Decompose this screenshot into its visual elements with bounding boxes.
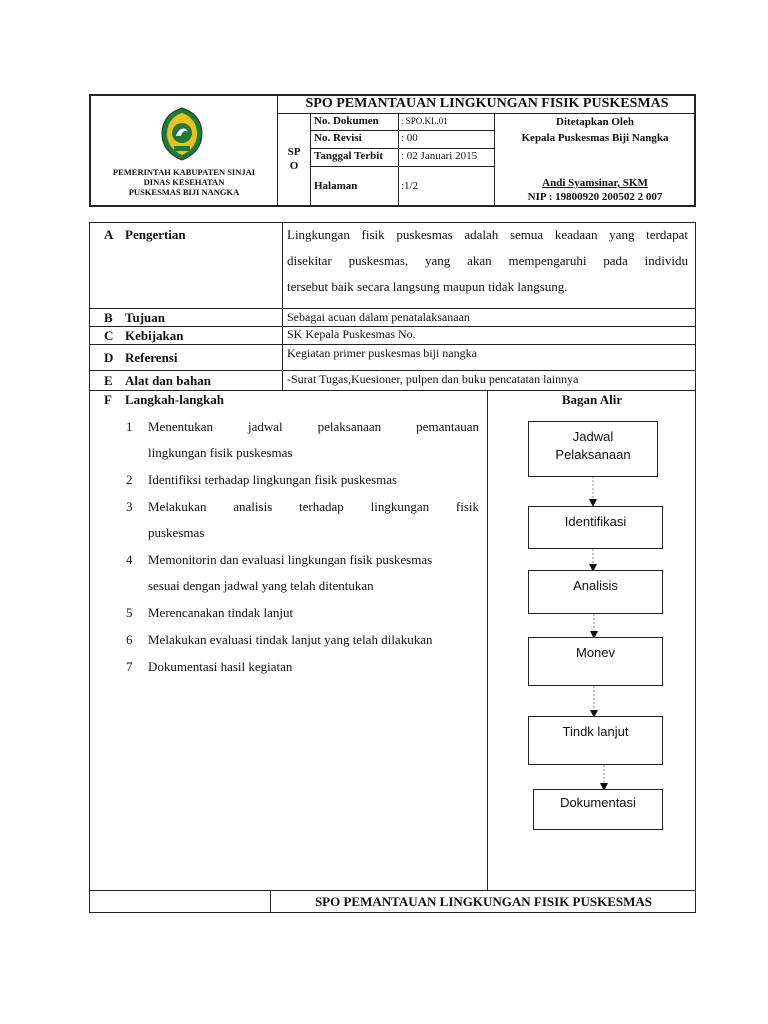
section-d-letter: D bbox=[104, 350, 114, 365]
step-number: 4 bbox=[126, 552, 133, 567]
step-text: Menentukan jadwal pelaksanaan pemantauan bbox=[148, 419, 479, 434]
ditetapkan-jabatan: Kepala Puskesmas Biji Nangka bbox=[521, 132, 669, 144]
section-a-line-1: Lingkungan fisik puskesmas adalah semua keadaan yang terdapat bbox=[287, 227, 688, 242]
step-number: 7 bbox=[126, 659, 133, 674]
step-number: 1 bbox=[126, 419, 133, 434]
flow-box-tindak-lanjut bbox=[528, 716, 663, 765]
flow-box-dokumentasi bbox=[533, 789, 663, 830]
step-text: Melakukan analisis terhadap lingkungan fisik bbox=[148, 499, 479, 514]
section-b-letter: B bbox=[104, 310, 113, 325]
no-dokumen-value: : SPO.KL.01 bbox=[401, 116, 448, 126]
section-a-line-3: tersebut baik secara langsung maupun tidak langsung. bbox=[287, 279, 568, 294]
step-text: Identifiksi terhadap lingkungan fisik puskesmas bbox=[148, 472, 398, 487]
footer-title: SPO PEMANTAUAN LINGKUNGAN FISIK PUSKESMAS bbox=[314, 894, 653, 909]
section-c-label: Kebijakan bbox=[125, 328, 184, 343]
flow-box-text: Pelaksanaan bbox=[555, 447, 631, 462]
step-text: Memonitorin dan evaluasi lingkungan fisik puskesmas bbox=[148, 552, 433, 567]
section-a-line-2: disekitar puskesmas, yang akan mempengaruhi pada individu bbox=[287, 253, 688, 268]
step-number: 2 bbox=[126, 472, 133, 487]
flow-box-text: Identifikasi bbox=[564, 514, 627, 529]
step-text: Melakukan evaluasi tindak lanjut yang telah dilakukan bbox=[148, 632, 433, 647]
tanggal-value: : 02 Januari 2015 bbox=[401, 150, 478, 162]
halaman-label: Halaman bbox=[314, 180, 358, 192]
section-b-text: Sebagai acuan dalam penatalaksanaan bbox=[287, 310, 470, 324]
section-b-label: Tujuan bbox=[125, 310, 165, 325]
step-number: 6 bbox=[126, 632, 133, 647]
signer-nip: NIP : 19800920 200502 2 007 bbox=[527, 191, 663, 203]
section-e-letter: E bbox=[104, 373, 113, 388]
step-text: puskesmas bbox=[148, 525, 205, 540]
section-f-label: Langkah-langkah bbox=[125, 392, 224, 407]
section-e-label: Alat dan bahan bbox=[125, 373, 211, 388]
spo-label-1: SP bbox=[287, 146, 301, 158]
flow-box-monev bbox=[528, 637, 663, 686]
step-text: Merencanakan tindak lanjut bbox=[148, 605, 294, 620]
no-dokumen-label: No. Dokumen bbox=[314, 115, 379, 127]
puskesmas-logo bbox=[160, 106, 204, 162]
section-c-letter: C bbox=[104, 328, 114, 343]
flow-box-text: Tindk lanjut bbox=[562, 724, 629, 739]
page-title: SPO PEMANTAUAN LINGKUNGAN FISIK PUSKESMAS bbox=[305, 96, 669, 111]
ditetapkan-label: Ditetapkan Oleh bbox=[556, 116, 634, 128]
step-text: lingkungan fisik puskesmas bbox=[148, 445, 293, 460]
flow-box-text: Monev bbox=[575, 645, 616, 660]
flow-title: Bagan Alir bbox=[561, 392, 623, 407]
flow-box-jadwal bbox=[528, 421, 658, 477]
org-line-3: PUSKESMAS BIJI NANGKA bbox=[128, 187, 240, 197]
flow-box-text: Dokumentasi bbox=[560, 795, 636, 810]
flow-box-text: Analisis bbox=[573, 578, 618, 593]
no-revisi-label: No. Revisi bbox=[314, 132, 362, 144]
no-revisi-value: : 00 bbox=[401, 132, 418, 144]
flow-box-identifikasi bbox=[528, 506, 663, 549]
flow-box-analisis bbox=[528, 570, 663, 614]
section-c-text: SK Kepala Puskesmas No. bbox=[287, 327, 416, 341]
section-f-letter: F bbox=[104, 392, 112, 407]
section-a-label: Pengertian bbox=[125, 227, 186, 242]
section-d-text: Kegiatan primer puskesmas biji nangka bbox=[287, 346, 477, 360]
tanggal-label: Tanggal Terbit bbox=[314, 150, 383, 162]
step-number: 3 bbox=[126, 499, 133, 514]
section-e-text: -Surat Tugas,Kuesioner, pulpen dan buku pencatatan lainnya bbox=[287, 372, 579, 386]
spo-label-2: O bbox=[289, 160, 299, 172]
org-line-1: PEMERINTAH KABUPATEN SINJAI bbox=[112, 167, 256, 177]
step-number: 5 bbox=[126, 605, 133, 620]
signer-name: Andi Syamsinar, SKM bbox=[542, 177, 648, 189]
section-d-label: Referensi bbox=[125, 350, 178, 365]
section-a-letter: A bbox=[104, 227, 114, 242]
org-line-2: DINAS KESEHATAN bbox=[143, 177, 225, 187]
step-text: Dokumentasi hasil kegiatan bbox=[148, 659, 293, 674]
halaman-value: :1/2 bbox=[401, 180, 419, 192]
flow-box-text: Jadwal bbox=[572, 429, 614, 444]
step-text: sesuai dengan jadwal yang telah ditentukan bbox=[148, 578, 374, 593]
